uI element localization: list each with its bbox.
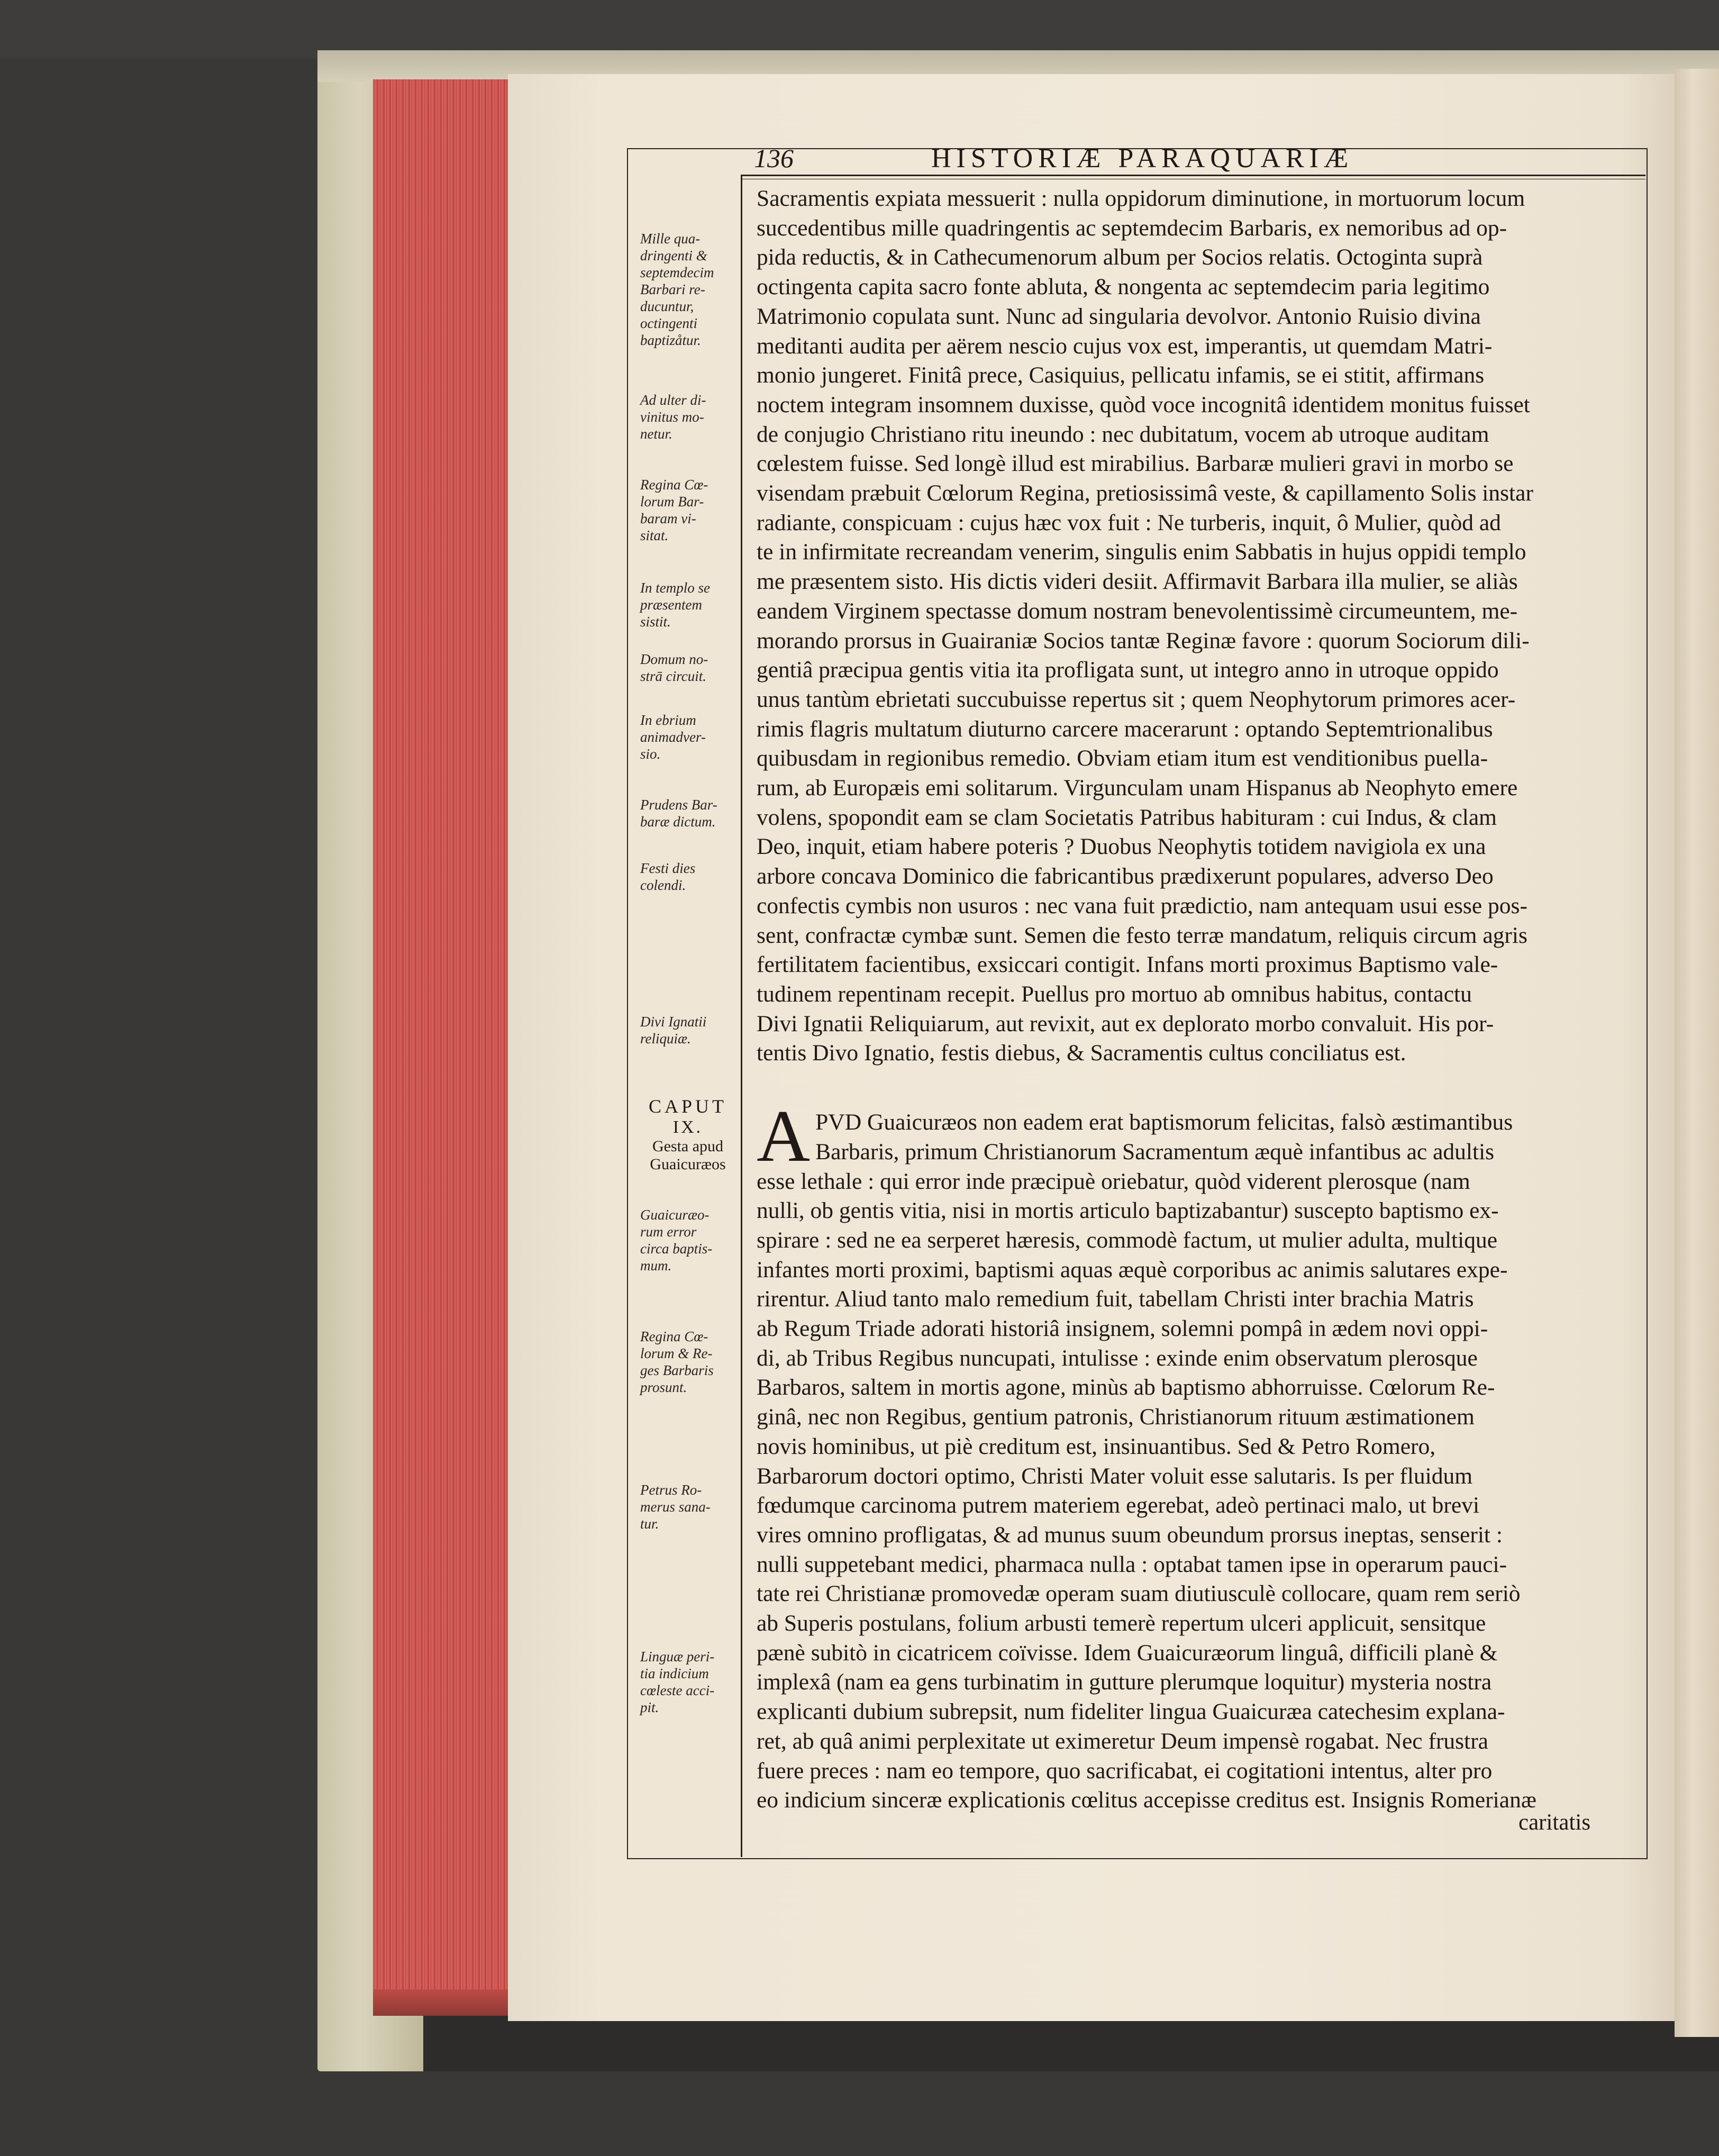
page-number: 136 [754,143,794,173]
margin-divider-rule [741,175,742,1857]
drop-cap: A [757,1095,811,1178]
text-line: unus tantùm ebrietati succubuisse repertus sit ; quem Neophytorum primores acer- [757,686,1516,712]
margin-note-line: Regina Cœ- [640,1329,708,1344]
margin-note-line: octingenti [640,315,697,331]
margin-note [640,392,735,442]
text-line: Barbarorum doctori optimo, Christi Mater voluit esse salutaris. Is per fluidum [757,1463,1473,1489]
text-line: infantes morti proximi, baptismi aquas æquè corporibus ac animis salutares expe- [757,1257,1508,1282]
main-text [757,184,1635,1815]
margin-note [640,1481,735,1532]
margin-note-line: Festi dies [640,860,696,876]
paragraph-2-body [757,1167,1635,1815]
margin-note-line: ges Barbaris [640,1362,714,1378]
margin-note-line: reliquiæ. [640,1031,691,1047]
margin-note [640,1648,735,1716]
margin-note-line: rum error [640,1224,697,1240]
text-line: gentiâ præcipua gentis vitia ita profligata sunt, ut integro anno in utroque oppido [757,657,1499,683]
margin-note-line: sistit. [640,614,671,630]
margin-note-line: mum. [640,1258,672,1273]
margin-note-line: prosunt. [640,1379,687,1395]
red-page-edges [373,79,516,1995]
margin-note-line: Regina Cœ- [640,477,708,493]
text-line: me præsentem sisto. His dictis videri desiit. Affirmavit Barbara illa mulier, se aliàs [757,569,1518,595]
running-head: HISTORIÆ PARAQUARIÆ [931,143,1354,174]
margin-note-line: ducuntur, [640,298,694,314]
margin-note-line: In templo se [640,580,710,596]
text-line: explicanti dubium subrepsit, num fideliter lingua Guaicuræa catechesim explana- [757,1699,1505,1725]
text-line: volens, spopondit eam se clam Societatis Patribus habituram : cui Indus, & clam [757,804,1497,830]
margin-note-line: Barbari re- [640,281,705,297]
margin-note [640,651,735,685]
text-line: implexâ (nam ea gens turbinatim in gutture plerumque loquitur) mysteria nostra [757,1669,1492,1695]
red-page-edges-bottom [373,1989,516,2016]
catchword: caritatis [1518,1810,1591,1835]
facing-page-edge [1675,69,1719,2037]
header-rule [741,175,1645,176]
chapter-subtitle-2: Guaicuræos [650,1156,726,1173]
margin-note-line: Prudens Bar- [640,797,717,813]
margin-note-line: sio. [640,746,661,762]
text-line: succedentibus mille quadringentis ac septemdecim Barbaris, ex nemoribus ad op- [757,215,1507,241]
margin-note-line: tia indicium [640,1666,709,1681]
margin-note [640,860,735,894]
text-line: fuere preces : nam eo tempore, quo sacrificabat, ei cogitationi intentus, alter pro [757,1758,1493,1784]
margin-note [640,712,735,762]
margin-note-line: Divi Ignatii [640,1014,707,1030]
text-line: quibusdam in regionibus remedio. Obviam etiam itum est venditionibus puella- [757,745,1488,771]
text-line: morando prorsus in Guairaniæ Socios tantæ Reginæ favore : quorum Sociorum dili- [757,627,1530,653]
text-line: ab Regum Triade adorati historiâ insignem, solemni pompâ in ædem novi oppi- [757,1316,1488,1342]
margin-note-line: cœleste acci- [640,1682,715,1698]
chapter-number: IX. [672,1117,703,1137]
text-line: rimis flagris multatum diuturno carcere macerarunt : optando Septemtrionalibus [757,716,1493,742]
text-line: tudinem repentinam recepit. Puellus pro mortuo ab omnibus habitus, contactu [757,981,1472,1007]
margin-note-line: Mille qua- [640,231,701,247]
margin-note [640,1328,735,1396]
margin-note-line: In ebrium [640,712,696,728]
text-line: confectis cymbis non usuros : nec vana fuit prædictio, nam antequam usui esse pos- [757,893,1527,918]
text-line: fœdumque carcinoma putrem materiem egerebat, adeò pertinaci malo, ut brevi [757,1493,1480,1518]
text-line: ginâ, nec non Regibus, gentium patronis, Christianorum rituum æstimationem [757,1404,1475,1430]
text-line: tentis Divo Ignatio, festis diebus, & Sacramentis cultus conciliatus est. [757,1040,1406,1066]
text-line: pænè subitò in cicatricem coïvisse. Idem Guaicuræorum linguâ, difficili planè & [757,1640,1498,1666]
text-line: eandem Virginem spectasse domum nostram benevolentissimè circumeuntem, me- [757,598,1518,624]
margin-note-line: lorum Bar- [640,494,704,510]
text-line: visendam præbuit Cœlorum Regina, pretiosissimâ veste, & capillamento Solis instar [757,480,1533,506]
text-line: rirentur. Aliud tanto malo remedium fuit, tabellam Christi inter brachia Matris [757,1286,1474,1312]
text-line: sent, confractæ cymbæ sunt. Semen die festo terræ mandatum, reliquis circum agris [757,922,1527,948]
text-line: Deo, inquit, etiam habere poteris ? Duobus Neophytis totidem navigiola ex una [757,834,1486,860]
text-line: fertilitatem facientibus, exsiccari contigit. Infans morti proximus Baptismo vale- [757,952,1498,978]
text-line: radiante, conspicuam : cujus hæc vox fuit : Ne turberis, inquit, ô Mulier, quòd ad [757,510,1501,535]
margin-note-line: Domum no- [640,651,708,667]
text-line: Divi Ignatii Reliquiarum, aut revixit, aut ex deplorato morbo convaluit. His por- [757,1011,1494,1036]
margin-note [640,1013,735,1047]
margin-note-line: colendi. [640,877,686,893]
text-line: PVD Guaicuræos non eadem erat baptismorum felicitas, falsò æstimantibus [815,1109,1513,1135]
text-line: monio jungeret. Finitâ prece, Casiquius, pellicatu infamis, se ei stitit, affirmans [757,362,1485,388]
margin-note-line: pit. [640,1699,659,1715]
paragraph-2-opening [757,1108,1635,1167]
margin-note-line: circa baptis- [640,1241,713,1257]
text-line: Barbaris, primum Christianorum Sacramentum æquè infantibus ac adultis [815,1139,1495,1165]
margin-note-line: Ad ulter di- [640,392,706,408]
text-line: nulli, ob gentis vitia, nisi in mortis articulo baptizabantur) suscepto baptismo ex- [757,1198,1499,1224]
margin-note-line: lorum & Re- [640,1345,713,1361]
text-line: vires omnino profligatas, & ad munus suum obeundum prorsus ineptas, senserit : [757,1522,1503,1548]
text-line: eo indicium sinceræ explicationis cœlitus accepisse creditus est. Insignis Romerianæ [757,1787,1536,1813]
chapter-subtitle-1: Gesta apud [652,1138,724,1155]
margin-note-line: septemdecim [640,265,714,280]
margin-note [640,230,735,349]
margin-note-line: strā circuit. [640,668,706,684]
text-line: esse lethale : qui error inde præcipuè oriebatur, quòd viderent plerosque (nam [757,1168,1470,1194]
text-line: rum, ab Europæis emi solitarum. Virgunculam unam Hispanus ab Neophyto emere [757,775,1518,801]
page-header [751,143,1640,175]
text-line: tate rei Christianæ promovedæ operam suam diutiusculè collocare, quam rem seriò [757,1581,1521,1607]
chapter-heading [638,1095,738,1173]
margin-note-line: baram vi- [640,511,696,526]
backdrop [0,0,1719,58]
paragraph-1 [757,184,1635,1068]
margin-note-line: vinitus mo- [640,409,704,425]
margin-note-line: dringenti & [640,248,707,263]
margin-note-line: sitat. [640,527,669,543]
margin-note-line: tur. [640,1516,659,1532]
margin-note-line: baptizåtur. [640,332,701,348]
text-line: ab Superis postulans, folium arbusti temerè repertum ulceri applicuit, sensitque [757,1611,1486,1636]
chapter-title: CAPUT [648,1096,727,1117]
text-line: spirare : sed ne ea serperet hæresis, commodè factum, ut mulier adulta, multique [757,1227,1498,1253]
text-line: octingenta capita sacro fonte abluta, & nongenta ac septemdecim paria legitimo [757,274,1490,300]
margin-note-line: præsentem [640,597,702,613]
margin-note-line: Linguæ peri- [640,1649,715,1664]
text-line: Matrimonio copulata sunt. Nunc ad singularia devolvor. Antonio Ruisio divina [757,303,1481,329]
text-line: Barbaros, saltem in mortis agone, minùs ab baptismo abhorruisse. Cœlorum Re- [757,1375,1495,1400]
margin-note-line: Guaicuræo- [640,1207,710,1223]
text-line: cœlestem fuisse. Sed longè illud est mirabilius. Barbaræ mulieri gravi in morbo se [757,451,1514,477]
text-line: meditanti audita per aërem nescio cujus vox est, imperantis, ut quemdam Matri- [757,333,1493,359]
text-line: arbore concava Dominico die fabricantibus prædixerunt populares, adverso Deo [757,863,1494,889]
margin-note-line: animadver- [640,729,706,745]
text-line: noctem integram insomnem duxisse, quòd voce incognitâ identidem monitus fuisset [757,392,1530,417]
paragraph-2 [757,1095,1635,1815]
margin-note-line: baræ dictum. [640,814,716,830]
text-line: ret, ab quâ animi perplexitate ut eximeretur Deum impensè rogabat. Nec frustra [757,1728,1488,1754]
margin-note-line: Petrus Ro- [640,1482,702,1498]
margin-note [640,476,735,544]
text-line: novis hominibus, ut piè creditum est, insinuantibus. Sed & Petro Romero, [757,1433,1436,1459]
margin-note-line: merus sana- [640,1499,711,1515]
text-line: de conjugio Christiano ritu ineundo : nec dubitatum, vocem ab utroque auditam [757,421,1489,447]
text-line: nulli suppetebant medici, pharmaca nulla : optabat tamen ipse in operarum pauci- [757,1551,1507,1577]
text-line: pida reductis, & in Cathecumenorum album per Socios relatis. Octoginta suprà [757,244,1483,270]
text-line: di, ab Tribus Regibus nuncupati, intulisse : exinde enim observatum plerosque [757,1345,1478,1371]
margin-note [640,579,735,630]
margin-note-line: netur. [640,426,672,442]
margin-note [640,1206,735,1274]
margin-note [640,796,735,830]
text-line: te in infirmitate recreandam venerim, singulis enim Sabbatis in hujus oppidi templo [757,539,1526,565]
text-line: Sacramentis expiata messuerit : nulla oppidorum diminutione, in mortuorum locum [757,186,1525,211]
